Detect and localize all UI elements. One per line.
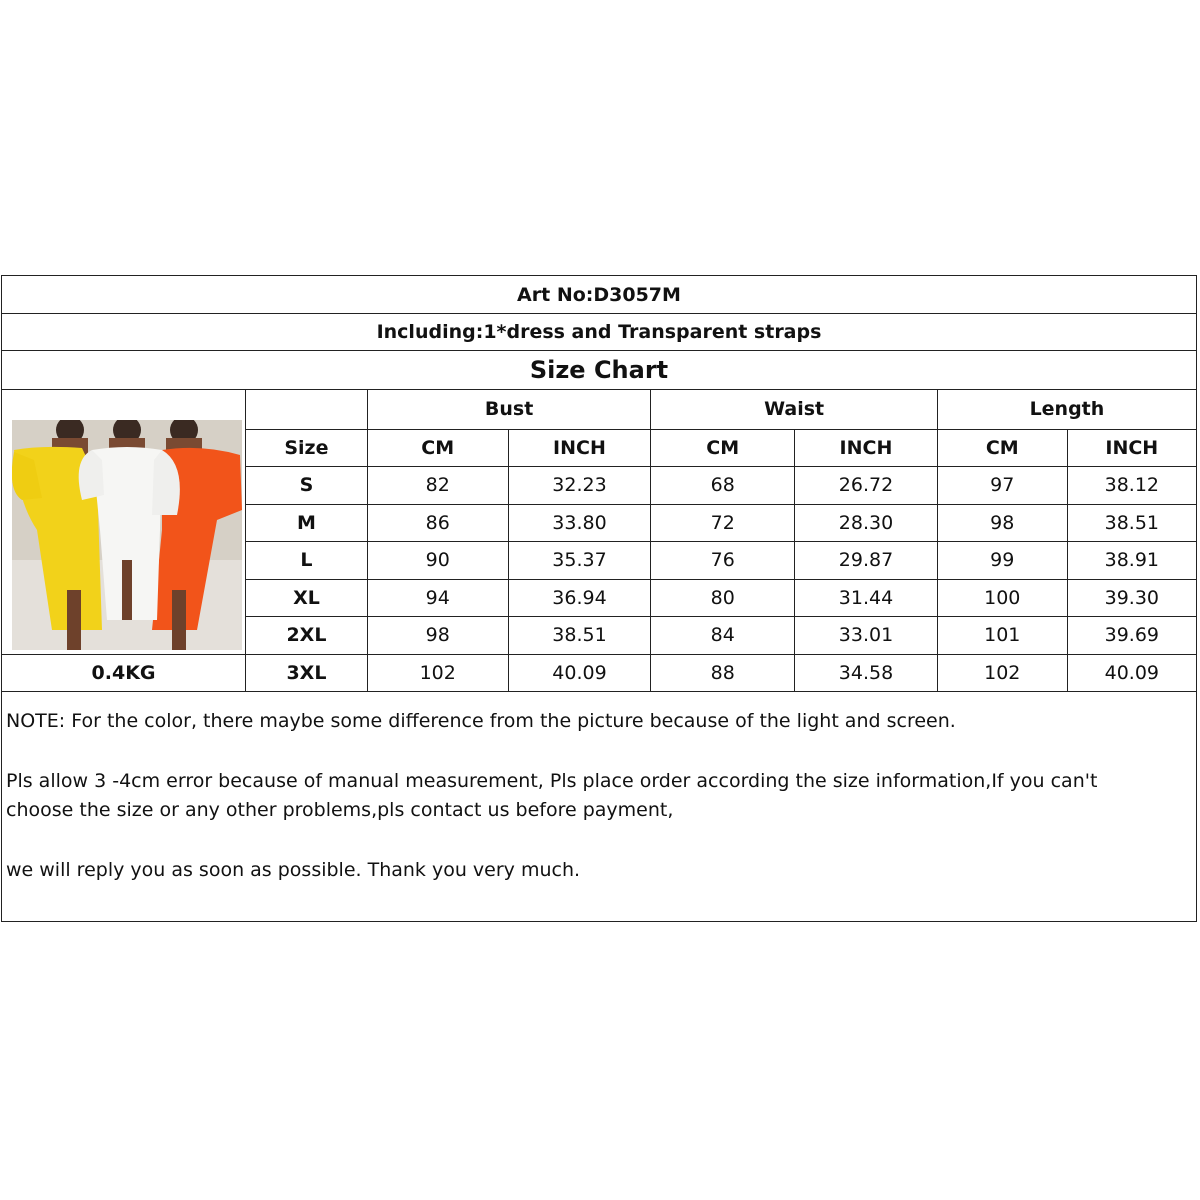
art-number: Art No:D3057M xyxy=(2,276,1196,314)
length-cm-cell: 98 xyxy=(937,504,1067,542)
waist-inch-cell: 28.30 xyxy=(795,504,938,542)
note-contact: choose the size or any other problems,pls contact us before payment, xyxy=(6,799,674,821)
length-cm-cell: 97 xyxy=(937,467,1067,505)
notes-section xyxy=(2,703,1196,921)
group-header-waist: Waist xyxy=(651,390,938,429)
table-corner-cell xyxy=(246,390,368,429)
column-header-bust-inch: INCH xyxy=(508,429,651,467)
bust-inch-cell: 33.80 xyxy=(508,504,651,542)
column-header-length-inch: INCH xyxy=(1067,429,1196,467)
waist-cm-cell: 84 xyxy=(651,617,795,655)
note-measurement: Pls allow 3 -4cm error because of manual measurement, Pls place order according the size information,If you can't xyxy=(6,770,1098,792)
package-contents: Including:1*dress and Transparent straps xyxy=(2,314,1196,351)
length-cm-cell: 99 xyxy=(937,542,1067,580)
note-thanks: we will reply you as soon as possible. Thank you very much. xyxy=(6,859,581,881)
bust-cm-cell: 98 xyxy=(367,617,508,655)
column-header-waist-cm: CM xyxy=(651,429,795,467)
bust-cm-cell: 94 xyxy=(367,579,508,617)
product-photo-cell xyxy=(2,390,246,654)
bust-inch-cell: 38.51 xyxy=(508,617,651,655)
waist-inch-cell: 26.72 xyxy=(795,467,938,505)
waist-inch-cell: 29.87 xyxy=(795,542,938,580)
column-header-length-cm: CM xyxy=(937,429,1067,467)
bust-cm-cell: 82 xyxy=(367,467,508,505)
table-row xyxy=(2,654,1196,692)
bust-cm-cell: 102 xyxy=(367,654,508,692)
length-inch-cell: 39.30 xyxy=(1067,579,1196,617)
waist-cm-cell: 88 xyxy=(651,654,795,692)
size-cell: XL xyxy=(246,579,368,617)
product-photo xyxy=(12,420,242,650)
size-cell: M xyxy=(246,504,368,542)
waist-cm-cell: 80 xyxy=(651,579,795,617)
waist-inch-cell: 34.58 xyxy=(795,654,938,692)
note-color: NOTE: For the color, there maybe some difference from the picture because of the light and screen. xyxy=(6,710,956,732)
size-chart-sheet xyxy=(1,275,1197,922)
dress-models-image xyxy=(12,420,242,650)
length-cm-cell: 102 xyxy=(937,654,1067,692)
column-header-bust-cm: CM xyxy=(367,429,508,467)
waist-cm-cell: 76 xyxy=(651,542,795,580)
length-cm-cell: 101 xyxy=(937,617,1067,655)
bust-cm-cell: 90 xyxy=(367,542,508,580)
bust-inch-cell: 40.09 xyxy=(508,654,651,692)
waist-inch-cell: 31.44 xyxy=(795,579,938,617)
waist-inch-cell: 33.01 xyxy=(795,617,938,655)
weight-cell: 0.4KG xyxy=(2,654,246,692)
bust-cm-cell: 86 xyxy=(367,504,508,542)
size-table xyxy=(2,390,1196,692)
length-inch-cell: 38.91 xyxy=(1067,542,1196,580)
length-inch-cell: 38.12 xyxy=(1067,467,1196,505)
length-inch-cell: 39.69 xyxy=(1067,617,1196,655)
bust-inch-cell: 32.23 xyxy=(508,467,651,505)
chart-title: Size Chart xyxy=(2,351,1196,390)
size-cell: 3XL xyxy=(246,654,368,692)
bust-inch-cell: 35.37 xyxy=(508,542,651,580)
length-cm-cell: 100 xyxy=(937,579,1067,617)
length-inch-cell: 40.09 xyxy=(1067,654,1196,692)
waist-cm-cell: 72 xyxy=(651,504,795,542)
length-inch-cell: 38.51 xyxy=(1067,504,1196,542)
group-header-bust: Bust xyxy=(367,390,651,429)
waist-cm-cell: 68 xyxy=(651,467,795,505)
size-cell: L xyxy=(246,542,368,580)
bust-inch-cell: 36.94 xyxy=(508,579,651,617)
size-cell: 2XL xyxy=(246,617,368,655)
column-header-waist-inch: INCH xyxy=(795,429,938,467)
column-header-size: Size xyxy=(246,429,368,467)
group-header-length: Length xyxy=(937,390,1196,429)
size-cell: S xyxy=(246,467,368,505)
